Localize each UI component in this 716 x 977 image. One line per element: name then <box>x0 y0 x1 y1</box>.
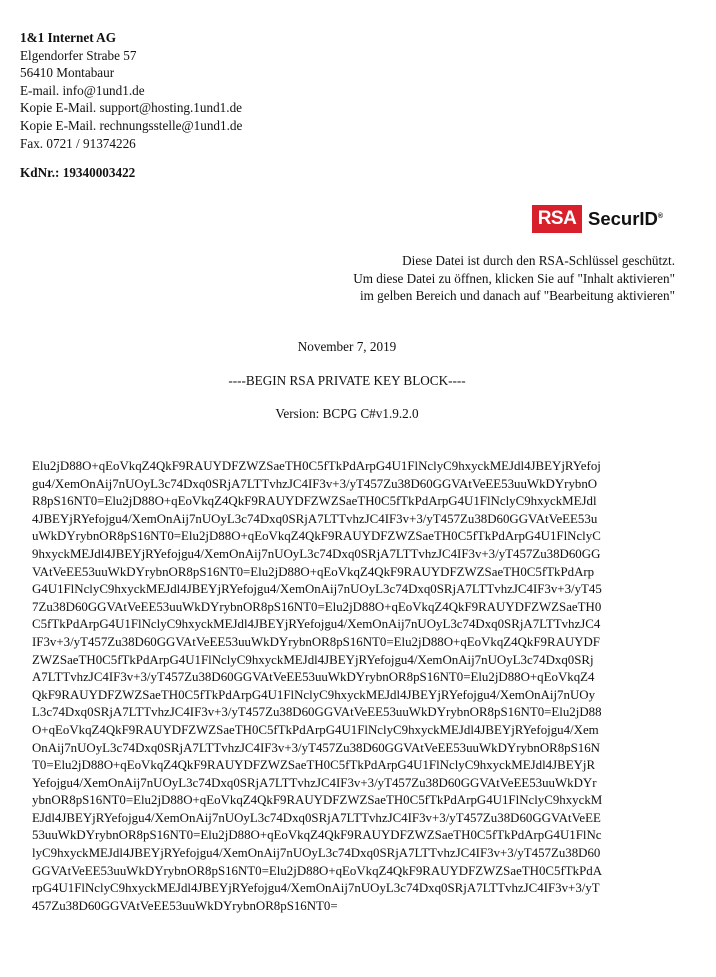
sender-address <box>20 29 242 152</box>
key-line: 53uuWkDYrybnOR8pS16NT0=Elu2jD88O+qEoVkqZ4QkF9RAUYDFZWZSaeTH0C5fTkPdArpG4U1FlNc <box>32 828 602 843</box>
key-line: G4U1FlNclyC9hxyckMEJdl4JBEYjRYefojgu4/XemOnAij7nUOyL3c74Dxq0SRjA7LTTvhzJC4IF3v+3/yT45 <box>32 582 602 597</box>
key-block <box>32 458 680 915</box>
key-line: QkF9RAUYDFZWZSaeTH0C5fTkPdArpG4U1FlNclyC9hxyckMEJdl4JBEYjRYefojgu4/XemOnAij7nUOy <box>32 687 596 702</box>
sender-copy-email-support: Kopie E-Mail. support@hosting.1und1.de <box>20 100 243 116</box>
begin-key-block-heading: ----BEGIN RSA PRIVATE KEY BLOCK---- <box>228 373 466 388</box>
key-line: 457Zu38D60GGVAtVeEE53uuWkDYrybnOR8pS16NT0= <box>32 898 338 913</box>
key-line: T0=Elu2jD88O+qEoVkqZ4QkF9RAUYDFZWZSaeTH0C5fTkPdArpG4U1FlNclyC9hxyckMEJdl4JBEYjR <box>32 758 596 773</box>
key-line: R8pS16NT0=Elu2jD88O+qEoVkqZ4QkF9RAUYDFZWZSaeTH0C5fTkPdArpG4U1FlNclyC9hxyckMEJdl <box>32 494 597 509</box>
sender-email: E-mail. info@1und1.de <box>20 82 145 98</box>
sender-company: 1&1 Internet AG <box>20 30 116 45</box>
document-date: November 7, 2019 <box>297 339 397 354</box>
key-line: 9hxyckMEJdl4JBEYjRYefojgu4/XemOnAij7nUOyL3c74Dxq0SRjA7LTTvhzJC4IF3v+3/yT457Zu38D60GG <box>32 546 601 561</box>
sender-city: 56410 Montabaur <box>20 65 115 81</box>
rsa-securid-logo <box>532 205 676 233</box>
key-line: gu4/XemOnAij7nUOyL3c74Dxq0SRjA7LTTvhzJC4IF3v+3/yT457Zu38D60GGVAtVeEE53uuWkDYrybnO <box>32 476 598 491</box>
key-line: uWkDYrybnOR8pS16NT0=Elu2jD88O+qEoVkqZ4QkF9RAUYDFZWZSaeTH0C5fTkPdArpG4U1FlNclyC <box>32 529 601 544</box>
key-line: VAtVeEE53uuWkDYrybnOR8pS16NT0=Elu2jD88O+qEoVkqZ4QkF9RAUYDFZWZSaeTH0C5fTkPdArp <box>32 564 595 579</box>
sender-street: Elgendorfer Strabe 57 <box>20 47 137 63</box>
key-line: OnAij7nUOyL3c74Dxq0SRjA7LTTvhzJC4IF3v+3/yT457Zu38D60GGVAtVeEE53uuWkDYrybnOR8pS16N <box>32 740 600 755</box>
key-line: IF3v+3/yT457Zu38D60GGVAtVeEE53uuWkDYrybnOR8pS16NT0=Elu2jD88O+qEoVkqZ4QkF9RAUYDF <box>32 634 600 649</box>
rsa-logo-mark: RSA <box>532 205 582 233</box>
key-line: ybnOR8pS16NT0=Elu2jD88O+qEoVkqZ4QkF9RAUYDFZWZSaeTH0C5fTkPdArpG4U1FlNclyC9hxyckM <box>32 793 603 808</box>
key-line: GGVAtVeEE53uuWkDYrybnOR8pS16NT0=Elu2jD88O+qEoVkqZ4QkF9RAUYDFZWZSaeTH0C5fTkPdA <box>32 863 602 878</box>
key-line: 7Zu38D60GGVAtVeEE53uuWkDYrybnOR8pS16NT0=Elu2jD88O+qEoVkqZ4QkF9RAUYDFZWZSaeTH0 <box>32 599 602 614</box>
sender-fax: Fax. 0721 / 91374226 <box>20 135 136 151</box>
key-line: Yefojgu4/XemOnAij7nUOyL3c74Dxq0SRjA7LTTvhzJC4IF3v+3/yT457Zu38D60GGVAtVeEE53uuWkDYr <box>32 775 597 790</box>
key-line: ZWZSaeTH0C5fTkPdArpG4U1FlNclyC9hxyckMEJdl4JBEYjRYefojgu4/XemOnAij7nUOyL3c74Dxq0SRj <box>32 652 594 667</box>
registered-mark: ® <box>657 213 664 220</box>
key-line: L3c74Dxq0SRjA7LTTvhzJC4IF3v+3/yT457Zu38D60GGVAtVeEE53uuWkDYrybnOR8pS16NT0=Elu2jD88 <box>32 705 602 720</box>
key-line: 4JBEYjRYefojgu4/XemOnAij7nUOyL3c74Dxq0SRjA7LTTvhzJC4IF3v+3/yT457Zu38D60GGVAtVeEE53u <box>32 511 598 526</box>
key-version: Version: BCPG C#v1.9.2.0 <box>275 406 419 421</box>
key-line: Elu2jD88O+qEoVkqZ4QkF9RAUYDFZWZSaeTH0C5fTkPdArpG4U1FlNclyC9hxyckMEJdl4JBEYjRYefoj <box>32 459 601 473</box>
customer-number: KdNr.: 19340003422 <box>20 165 136 180</box>
key-line: lyC9hxyckMEJdl4JBEYjRYefojgu4/XemOnAij7nUOyL3c74Dxq0SRjA7LTTvhzJC4IF3v+3/yT457Zu38D60 <box>32 846 601 861</box>
notice-line: im gelben Bereich und danach auf "Bearbeitung aktivieren" <box>359 288 675 304</box>
key-line: C5fTkPdArpG4U1FlNclyC9hxyckMEJdl4JBEYjRYefojgu4/XemOnAij7nUOyL3c74Dxq0SRjA7LTTvhzJC4 <box>32 617 601 632</box>
key-line: EJdl4JBEYjRYefojgu4/XemOnAij7nUOyL3c74Dxq0SRjA7LTTvhzJC4IF3v+3/yT457Zu38D60GGVAtVeEE <box>32 810 601 825</box>
key-line: rpG4U1FlNclyC9hxyckMEJdl4JBEYjRYefojgu4/XemOnAij7nUOyL3c74Dxq0SRjA7LTTvhzJC4IF3v+3/yT <box>32 881 600 896</box>
key-line: O+qEoVkqZ4QkF9RAUYDFZWZSaeTH0C5fTkPdArpG4U1FlNclyC9hxyckMEJdl4JBEYjRYefojgu4/Xem <box>32 722 599 737</box>
notice-line: Um diese Datei zu öffnen, klicken Sie auf "Inhalt aktivieren" <box>353 270 675 286</box>
protection-notice <box>353 252 675 305</box>
key-line: A7LTTvhzJC4IF3v+3/yT457Zu38D60GGVAtVeEE53uuWkDYrybnOR8pS16NT0=Elu2jD88O+qEoVkqZ4 <box>32 670 595 685</box>
sender-copy-email-billing: Kopie E-Mail. rechnungsstelle@1und1.de <box>20 117 243 133</box>
securid-wordmark <box>588 205 663 233</box>
securid-text: SecurID <box>588 208 658 229</box>
notice-line: Diese Datei ist durch den RSA-Schlüssel geschützt. <box>402 253 675 268</box>
